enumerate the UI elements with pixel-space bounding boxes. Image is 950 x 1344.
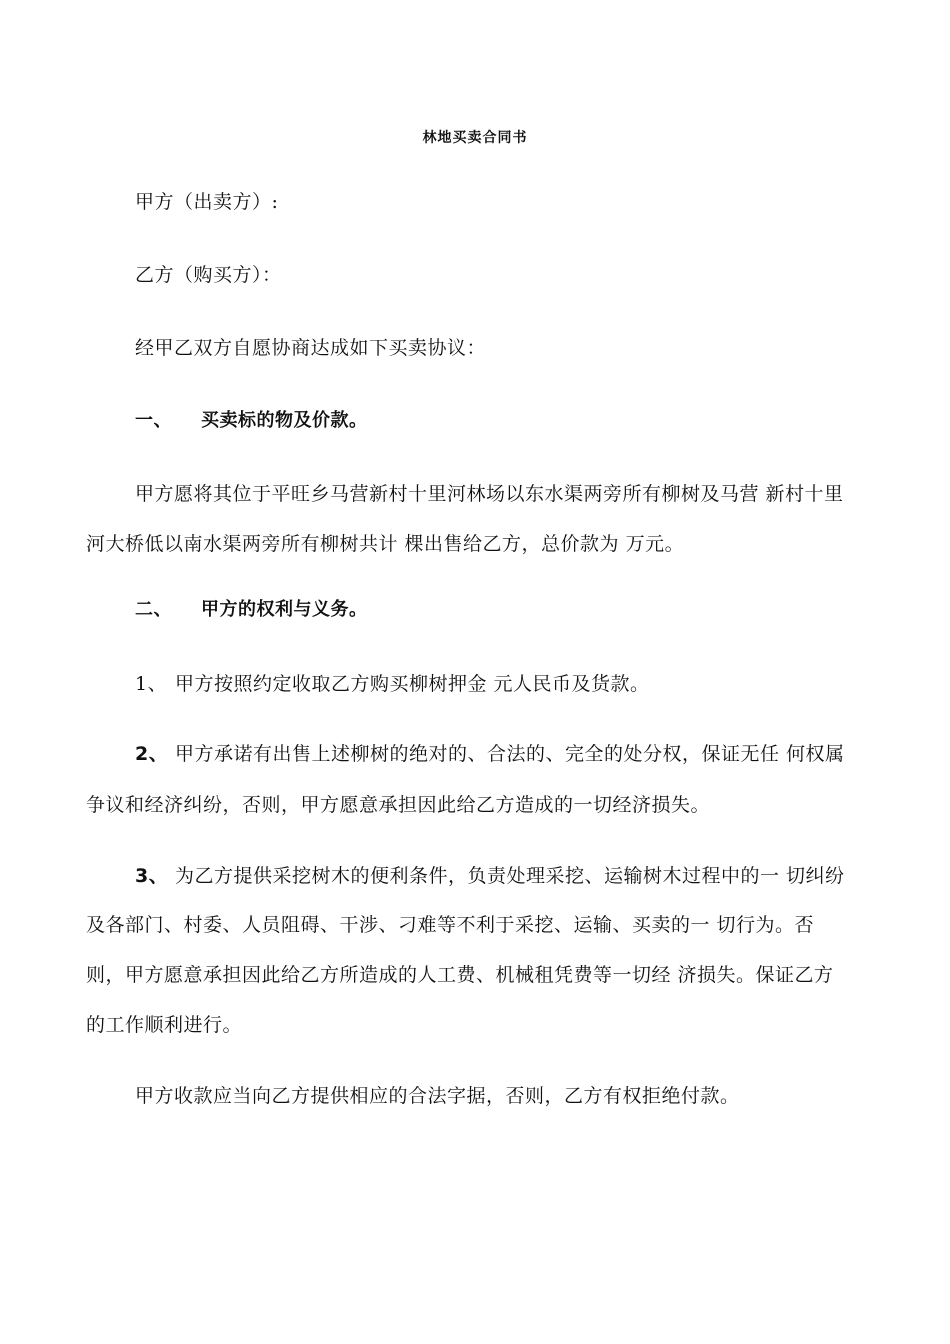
- item3-number: 3、: [135, 865, 169, 887]
- item2-line2: 争议和经济纠纷，否则，甲方愿意承担因此给乙方造成的一切经济损失。: [86, 794, 711, 816]
- intro-line: 经甲乙双方自愿协商达成如下买卖协议：: [135, 337, 487, 359]
- section2-heading: [135, 596, 874, 624]
- section1-number: 一、: [135, 410, 172, 431]
- party-a-line: 甲方（出卖方）:: [135, 191, 279, 213]
- section2-number: 二、: [135, 599, 172, 620]
- section1-para-line1: 甲方愿将其位于平旺乡马营新村十里河林场以东水渠两旁所有柳树及马营 新村十里: [135, 483, 844, 505]
- section1-para-line2: 河大桥低以南水渠两旁所有柳树共计 棵出售给乙方，总价款为 万元。: [86, 533, 685, 555]
- item2-text: 甲方承诺有出售上述柳树的绝对的、合法的、完全的处分权，保证无任 何权属: [175, 743, 845, 765]
- section2-title: 甲方的权利与义务。: [201, 599, 368, 620]
- item3-line2: 及各部门、村委、人员阻碍、干涉、刁难等不利于采挖、运输、买卖的一 切行为。否: [86, 914, 815, 936]
- section1-heading: [135, 407, 874, 435]
- party-b-line: 乙方（购买方）：: [135, 264, 282, 286]
- item3-line4: 的工作顺利进行。: [86, 1014, 243, 1036]
- item3-line1: [135, 862, 874, 890]
- item3-line3: 则，甲方愿意承担因此给乙方所造成的人工费、机械租凭费等一切经 济损失。保证乙方: [86, 964, 834, 986]
- item1-text: 甲方按照约定收取乙方购买柳树押金 元人民币及货款。: [175, 673, 650, 695]
- closing-line: 甲方收款应当向乙方提供相应的合法字据，否则，乙方有权拒绝付款。: [135, 1085, 740, 1107]
- section1-title: 买卖标的物及价款。: [201, 410, 368, 431]
- item2-line1: [135, 740, 874, 768]
- item1-number: 1、: [135, 673, 168, 695]
- document-title: 林地买卖合同书: [422, 130, 528, 146]
- item3-text: 为乙方提供采挖树木的便利条件，负责处理采挖、运输树木过程中的一 切纠纷: [175, 865, 845, 887]
- item1-line1: [135, 670, 874, 698]
- item2-number: 2、: [135, 743, 169, 765]
